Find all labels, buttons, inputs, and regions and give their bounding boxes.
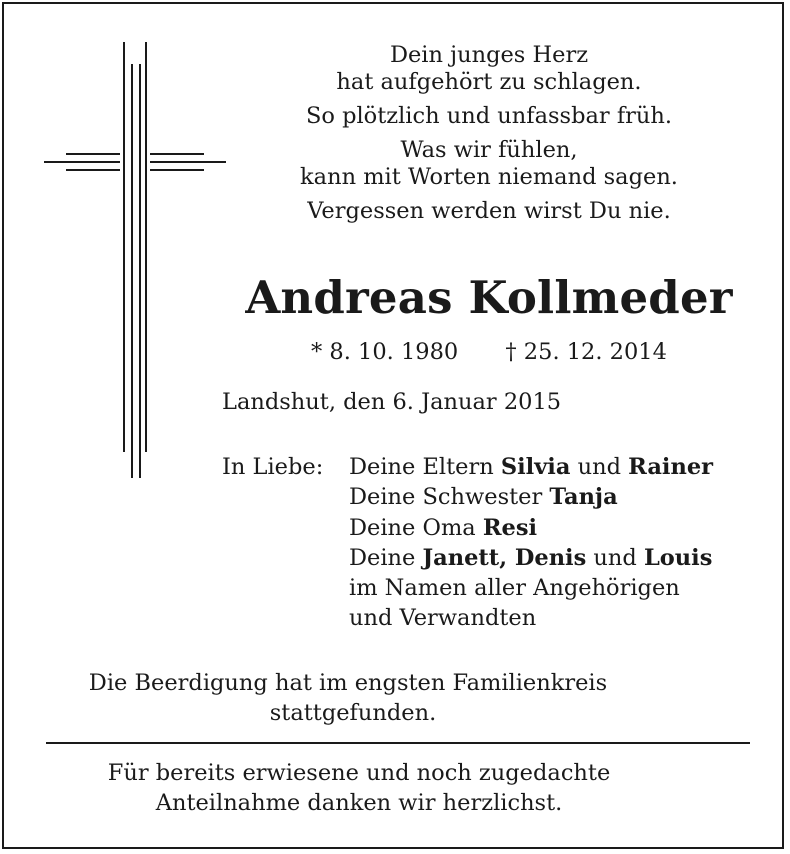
divider [46,742,750,744]
thanks-line: Für bereits erwiesene und noch zugedachte [107,760,611,786]
mourners-label: In Liebe: [222,454,324,480]
thanks-line: Anteilnahme danken wir herzlichst. [155,790,563,816]
mourners-list [349,452,713,634]
poem-line: kann mit Worten niemand sagen. [300,164,678,190]
mourner-name: Louis [643,544,713,571]
birth-date: * 8. 10. 1980 [311,339,459,365]
life-dates [204,338,774,366]
poem-line: Was wir fühlen, [400,137,578,163]
funeral-line: Die Beerdigung hat im engsten Familienkreis [88,670,608,696]
place-date: Landshut, den 6. Januar 2015 [222,389,562,415]
funeral-note [44,668,754,728]
mourner-name: Resi [482,514,538,541]
mourner-name: Tanja [549,484,618,511]
poem [204,42,774,225]
obituary-notice [2,2,784,849]
mourner-text: Deine Eltern [349,454,501,480]
mourner-name: Rainer [628,454,714,480]
thanks-note [44,758,754,818]
mourner-row [349,482,713,512]
poem-line: So plötzlich und unfassbar früh. [305,103,673,129]
poem-line: hat aufgehört zu schlagen. [336,69,642,95]
cross-icon [44,42,226,478]
mourner-row [349,513,713,543]
mourner-text: und [586,544,644,571]
mourner-text: und [570,454,629,480]
deceased-name: Andreas Kollmeder [245,271,733,324]
mourner-text: Deine [349,544,423,571]
mourner-text: Deine Schwester [349,484,550,511]
mourner-row [349,452,713,482]
poem-line: Dein junges Herz [389,42,589,68]
mourner-row [349,543,713,573]
mourner-row: im Namen aller Angehörigen [349,575,680,602]
mourner-text: Deine Oma [349,514,483,541]
death-date: † 25. 12. 2014 [505,339,667,365]
mourner-row: und Verwandten [349,605,537,632]
mourner-name: Silvia [500,454,571,480]
poem-line: Vergessen werden wirst Du nie. [307,198,671,224]
mourner-name: Janett, Denis [422,544,587,571]
funeral-line: stattgefunden. [269,700,437,726]
